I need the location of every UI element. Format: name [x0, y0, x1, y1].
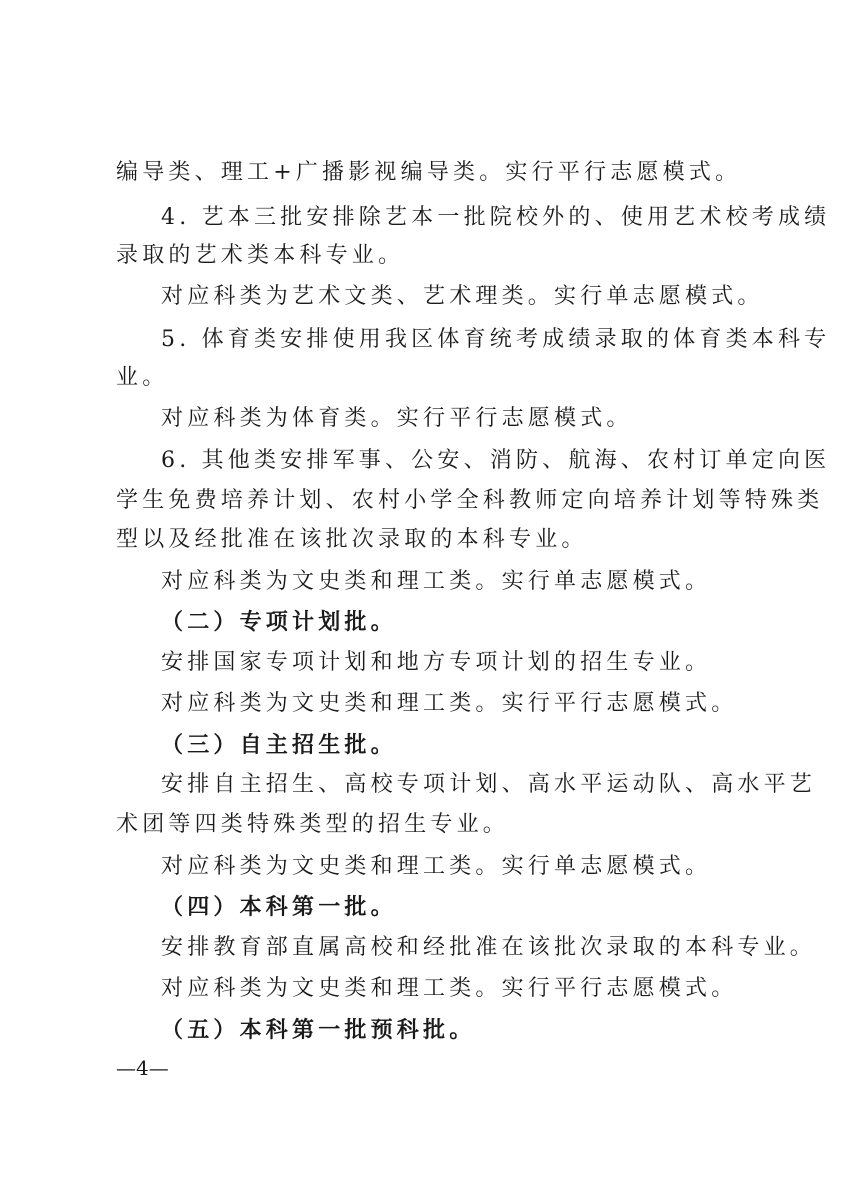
section-heading: （二）专项计划批。 [161, 609, 397, 635]
paragraph-line: 学生免费培养计划、农村小学全科教师定向培养计划等特殊类 [116, 488, 824, 513]
paragraph-line: 安排教育部直属高校和经批准在该批次录取的本科专业。 [161, 935, 817, 960]
paragraph-line: 安排自主招生、高校专项计划、高水平运动队、高水平艺 [161, 772, 817, 797]
paragraph-line: 型以及经批准在该批次录取的本科专业。 [116, 527, 588, 552]
paragraph-line: 编导类、理工+广播影视编导类。实行平行志愿模式。 [116, 160, 742, 185]
paragraph-line: 录取的艺术类本科专业。 [116, 243, 405, 268]
paragraph-line: 安排国家专项计划和地方专项计划的招生专业。 [161, 650, 712, 675]
section-heading: （三）自主招生批。 [161, 732, 397, 758]
page-number: —4— [116, 1056, 169, 1080]
paragraph-line: 对应科类为文史类和理工类。实行单志愿模式。 [161, 569, 712, 594]
paragraph-line: 对应科类为文史类和理工类。实行平行志愿模式。 [161, 691, 738, 716]
paragraph-line: 5. 体育类安排使用我区体育统考成绩录取的体育类本科专 [161, 327, 831, 352]
paragraph-line: 术团等四类特殊类型的招生专业。 [116, 812, 510, 837]
paragraph-line: 对应科类为体育类。实行平行志愿模式。 [161, 406, 633, 431]
paragraph-line: 对应科类为文史类和理工类。实行单志愿模式。 [161, 854, 712, 879]
paragraph-line: 4. 艺本三批安排除艺本一批院校外的、使用艺术校考成绩 [161, 205, 831, 230]
section-heading: （四）本科第一批。 [161, 894, 397, 920]
paragraph-line: 对应科类为文史类和理工类。实行平行志愿模式。 [161, 976, 738, 1001]
paragraph-line: 对应科类为艺术文类、艺术理类。实行单志愿模式。 [161, 284, 764, 309]
paragraph-line: 业。 [116, 365, 169, 390]
paragraph-line: 6. 其他类安排军事、公安、消防、航海、农村订单定向医 [161, 448, 831, 473]
section-heading: （五）本科第一批预科批。 [161, 1017, 476, 1043]
